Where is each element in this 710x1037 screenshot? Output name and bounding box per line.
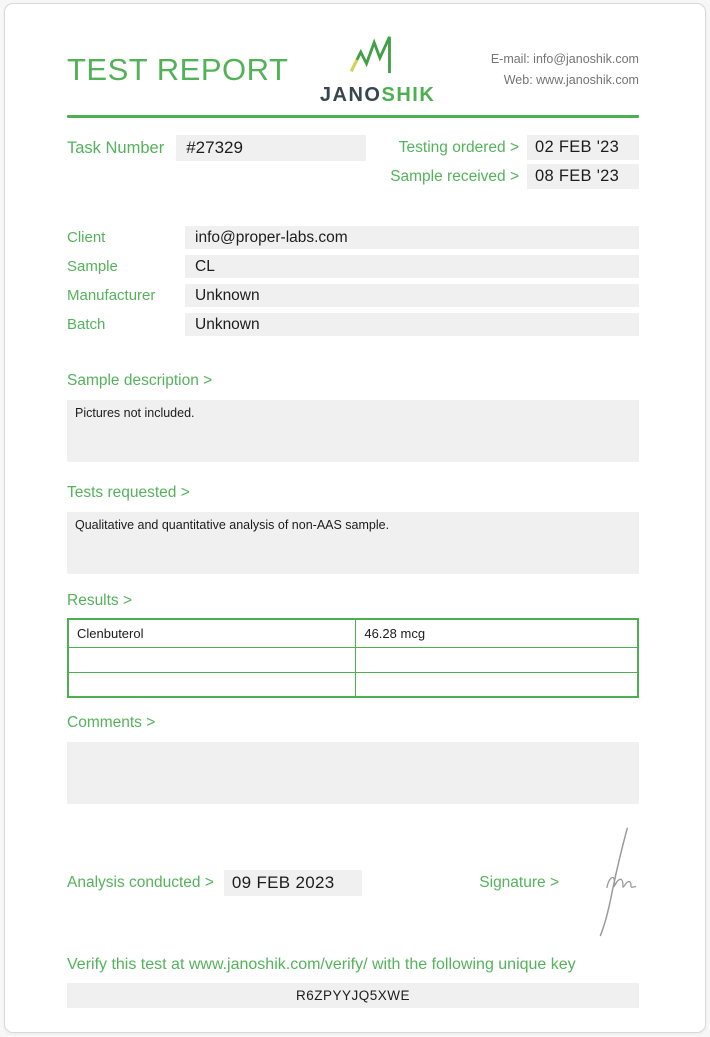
- page-title: TEST REPORT: [67, 52, 289, 87]
- verify-text: Verify this test at www.janoshik.com/verify/ with the following unique key: [67, 956, 576, 973]
- testing-ordered-value: 02 FEB '23: [527, 135, 639, 160]
- analysis-signature-row: [67, 824, 639, 942]
- task-number-label: Task Number: [67, 138, 165, 157]
- batch-row: [67, 313, 639, 336]
- task-section: [67, 135, 639, 189]
- manufacturer-row: [67, 284, 639, 307]
- bar-chart-logo-icon: [347, 33, 409, 82]
- janoshik-logo: [320, 33, 435, 107]
- report-header: [67, 38, 639, 106]
- tests-requested-label: Tests requested >: [67, 484, 190, 501]
- client-value: info@proper-labs.com: [185, 226, 639, 249]
- sample-description-label: Sample description >: [67, 372, 213, 389]
- table-row: [68, 619, 638, 647]
- contact-web: Web: www.janoshik.com: [503, 73, 639, 87]
- result-amount: [356, 647, 638, 672]
- sample-received-label: Sample received >: [390, 167, 519, 185]
- logo-text-dark: JANO: [319, 84, 382, 106]
- unique-key-value: R6ZPYYJQ5XWE: [67, 983, 639, 1008]
- signature-image: [573, 821, 639, 946]
- sample-received-row: [390, 164, 639, 189]
- testing-ordered-row: [390, 135, 639, 160]
- sample-value: CL: [185, 255, 639, 278]
- testing-ordered-label: Testing ordered >: [398, 138, 519, 156]
- result-substance: [68, 647, 356, 672]
- test-report-document: [4, 3, 706, 1033]
- comments-label: Comments >: [67, 714, 156, 731]
- tests-requested-box: Qualitative and quantitative analysis of non-AAS sample.: [67, 512, 639, 574]
- analysis-conducted-label: Analysis conducted >: [67, 874, 214, 891]
- result-substance: Clenbuterol: [68, 619, 356, 647]
- results-table: [67, 618, 639, 698]
- batch-label: Batch: [67, 316, 106, 333]
- batch-value: Unknown: [185, 313, 639, 336]
- logo-text-green: SHIK: [381, 84, 436, 106]
- table-row: [68, 672, 638, 697]
- contact-email: E-mail: info@janoshik.com: [490, 52, 639, 67]
- result-amount: [356, 672, 638, 697]
- client-label: Client: [67, 229, 106, 246]
- logo-wordmark: [320, 84, 435, 107]
- contact-info: [491, 49, 639, 90]
- comments-box: [67, 742, 639, 804]
- client-row: [67, 226, 639, 249]
- manufacturer-value: Unknown: [185, 284, 639, 307]
- analysis-conducted-value: 09 FEB 2023: [224, 870, 362, 896]
- sample-description-box: Pictures not included.: [67, 400, 639, 462]
- header-divider: [67, 115, 639, 118]
- result-substance: [68, 672, 356, 697]
- task-number-value: #27329: [176, 135, 366, 161]
- sample-label: Sample: [67, 258, 118, 275]
- results-label: Results >: [67, 592, 133, 609]
- sample-received-value: 08 FEB '23: [527, 164, 639, 189]
- sample-row: [67, 255, 639, 278]
- manufacturer-label: Manufacturer: [67, 287, 156, 304]
- table-row: [68, 647, 638, 672]
- signature-label: Signature >: [479, 874, 559, 891]
- info-fields: [67, 226, 639, 336]
- result-amount: 46.28 mcg: [356, 619, 638, 647]
